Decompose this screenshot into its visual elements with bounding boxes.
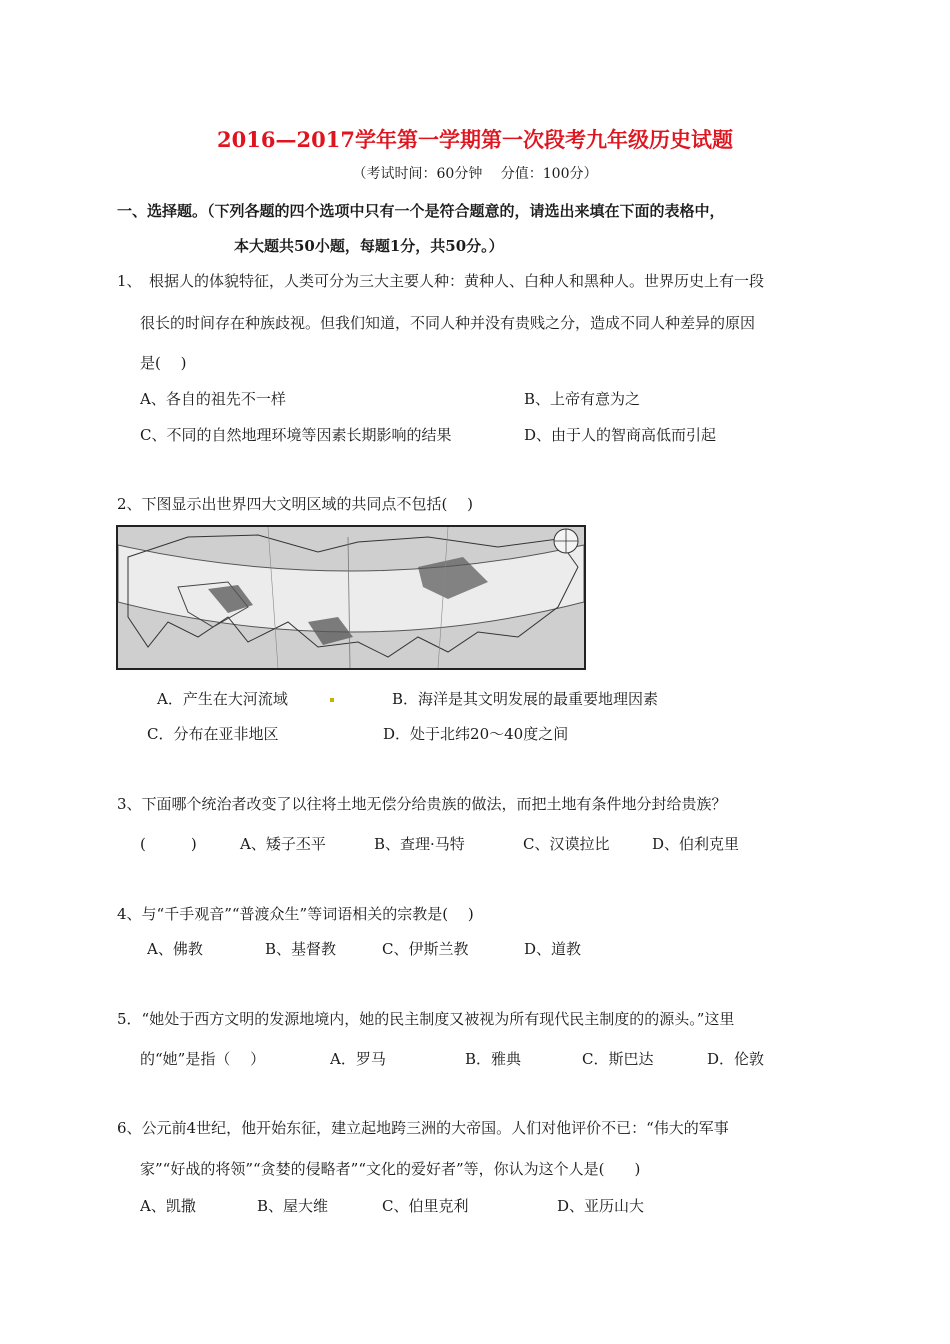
q5-stem-line1: 5．“她处于西方文明的发源地境内，她的民主制度又被视为所有现代民主制度的的源头。”这里 bbox=[117, 1010, 735, 1028]
q1-option-d: D、由于人的智商高低而引起 bbox=[524, 426, 717, 444]
q1-option-b: B、上帝有意为之 bbox=[524, 390, 641, 408]
page-title: 2016—2017学年第一学期第一次段考九年级历史试题 bbox=[217, 127, 733, 152]
q2-option-a: A．产生在大河流域 bbox=[157, 690, 288, 708]
q6-stem-line1: 6、公元前4世纪，他开始东征，建立起地跨三洲的大帝国。人们对他评价不已：“伟大的军事 bbox=[117, 1119, 729, 1137]
q5-stem-line2: 的“她”是指（ ） bbox=[140, 1050, 266, 1068]
q1-stem-line2: 很长的时间存在种族歧视。但我们知道，不同人种并没有贵贱之分，造成不同人种差异的原因 bbox=[140, 314, 756, 332]
q6-option-d: D、亚历山大 bbox=[557, 1197, 645, 1215]
q6-option-a: A、凯撒 bbox=[140, 1197, 196, 1215]
q1-option-a: A、各自的祖先不一样 bbox=[140, 390, 286, 408]
q3-option-b: B、查理·马特 bbox=[374, 835, 465, 853]
q3-stem: 3、下面哪个统治者改变了以往将土地无偿分给贵族的做法，而把土地有条件地分封给贵族？ bbox=[117, 795, 727, 813]
q3-option-d: D、伯利克里 bbox=[652, 835, 740, 853]
q2-option-d: D．处于北纬20～40度之间 bbox=[383, 725, 569, 743]
section-heading-line1: 一、选择题。（下列各题的四个选项中只有一个是符合题意的，请选出来填在下面的表格中， bbox=[117, 202, 725, 220]
stray-mark bbox=[330, 698, 334, 702]
q4-option-d: D、道教 bbox=[524, 940, 582, 958]
q1-stem-line1: 1、 根据人的体貌特征，人类可分为三大主要人种：黄种人、白种人和黑种人。世界历史上有一段 bbox=[117, 272, 765, 290]
q3-option-c: C、汉谟拉比 bbox=[523, 835, 610, 853]
q3-answer-blank: ( ) bbox=[140, 835, 197, 853]
q1-option-c: C、不同的自然地理环境等因素长期影响的结果 bbox=[140, 426, 452, 444]
q5-option-b: B．雅典 bbox=[465, 1050, 522, 1068]
exam-info: （考试时间：60分钟 分值：100分） bbox=[352, 166, 598, 182]
q2-option-c: C．分布在亚非地区 bbox=[147, 725, 279, 743]
q4-stem: 4、与“千手观音”“普渡众生”等词语相关的宗教是( ) bbox=[117, 905, 474, 923]
q2-stem: 2、下图显示出世界四大文明区域的共同点不包括( ) bbox=[117, 495, 474, 513]
civilization-map bbox=[116, 525, 586, 670]
q4-option-b: B、基督教 bbox=[265, 940, 337, 958]
q6-stem-line2: 家”“好战的将领”“贪婪的侵略者”“文化的爱好者”等，你认为这个人是( ) bbox=[140, 1160, 641, 1178]
q4-option-c: C、伊斯兰教 bbox=[382, 940, 469, 958]
q5-option-c: C．斯巴达 bbox=[582, 1050, 654, 1068]
q6-option-b: B、屋大维 bbox=[257, 1197, 329, 1215]
q2-option-b: B．海洋是其文明发展的最重要地理因素 bbox=[392, 690, 659, 708]
q5-option-d: D．伦敦 bbox=[707, 1050, 765, 1068]
section-heading-line2: 本大题共50小题，每题1分，共50分。） bbox=[234, 237, 504, 255]
q1-stem-line3: 是( ) bbox=[140, 354, 187, 372]
q6-option-c: C、伯里克利 bbox=[382, 1197, 469, 1215]
world-civilizations-map-image bbox=[118, 527, 584, 668]
q4-option-a: A、佛教 bbox=[147, 940, 203, 958]
q3-option-a: A、矮子丕平 bbox=[240, 835, 326, 853]
q5-option-a: A．罗马 bbox=[330, 1050, 386, 1068]
